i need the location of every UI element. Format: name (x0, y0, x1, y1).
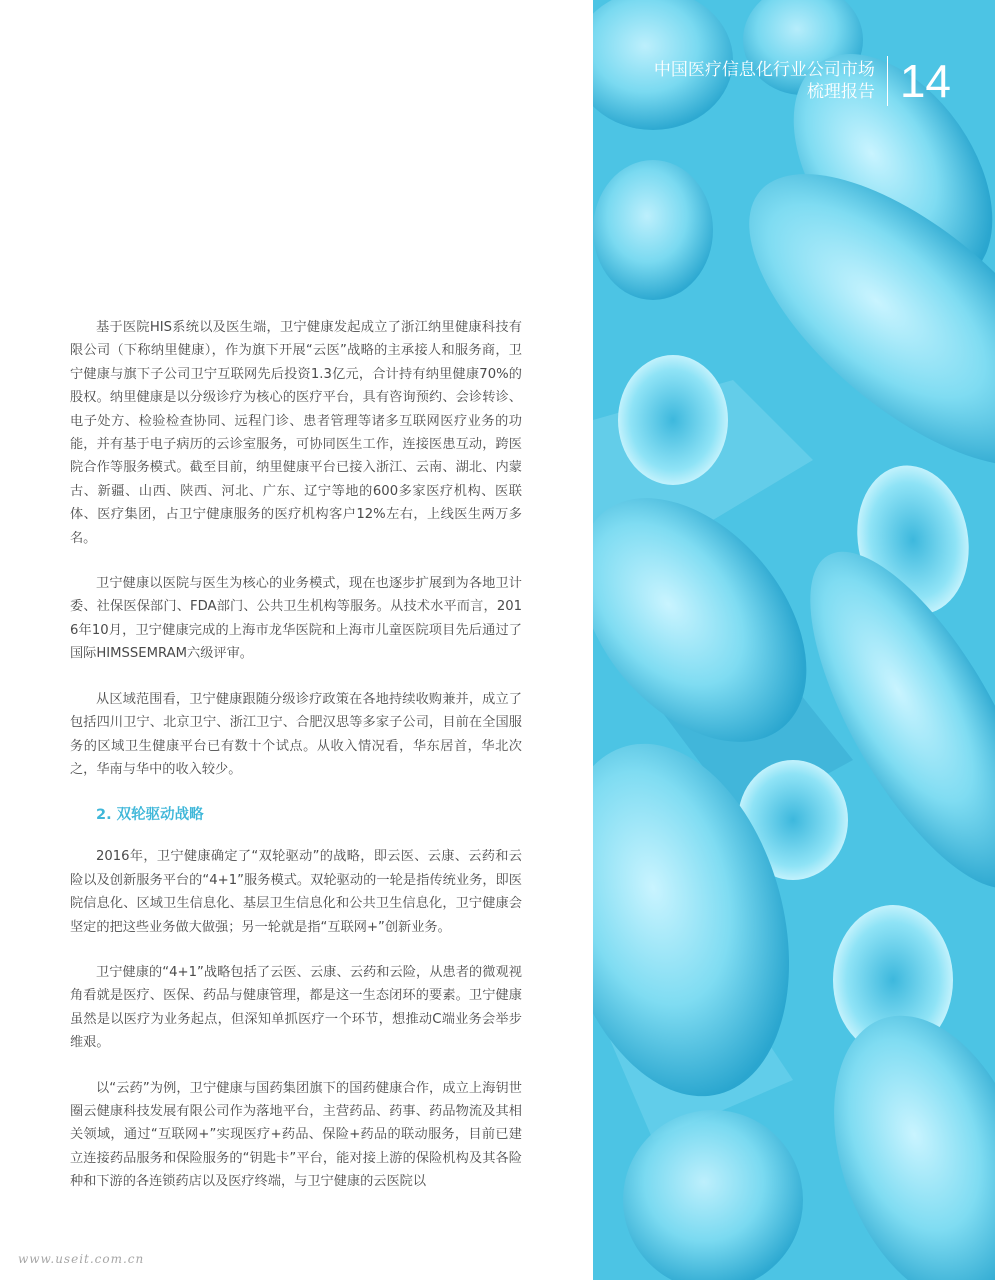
section-heading: 2. 双轮驱动战略 (96, 807, 204, 824)
watermark: www.useit.com.cn (18, 1252, 145, 1266)
header-divider (887, 56, 888, 106)
paragraph-cloud-pharmacy: 以“云药”为例，卫宁健康与国药集团旗下的国药健康合作，成立上海钥世圈云健康科技发展有限公司作为落地平台，主营药品、药事、药品物流及其相关领域，通过“互联网+”实现医疗+药品、保险+药品的联动服务，目前已建立连接药品服务和保险服务的“钥匙卡”平台，能对接上游的保险机构及其各险种和下游的各连锁药店以及医疗终端，与卫宁健康的云医院以 (70, 1080, 522, 1190)
page-number: 14 (899, 55, 951, 107)
article-body (70, 316, 522, 1216)
paragraph-dual-wheel: 2016年，卫宁健康确定了“双轮驱动”的战略，即云医、云康、云药和云险以及创新服务平台的“4+1”服务模式。双轮驱动的一轮是指传统业务，即医院信息化、区域卫生信息化、基层卫生信息化和公共卫生信息化，卫宁健康会坚定的把这些业务做大做强；另一轮就是指“互联网+”创新业务。 (70, 849, 522, 935)
report-title-line1: 中国医疗信息化行业公司市场 (653, 60, 875, 80)
cell-illustration (593, 0, 995, 1280)
page-header (654, 56, 951, 106)
paragraph-nali-health: 基于医院HIS系统以及医生端，卫宁健康发起成立了浙江纳里健康科技有限公司（下称纳里健康），作为旗下开展“云医”战略的主承接人和服务商，卫宁健康与旗下子公司卫宁互联网先后投资1.3亿元，合计持有纳里健康70%的股权。纳里健康是以分级诊疗为核心的医疗平台，具有咨询预约、会诊转诊、电子处方、检验检查协同、远程门诊、患者管理等诸多互联网医疗业务的功能，并有基于电子病历的云诊室服务，可协同医生工作，连接医患互动，跨医院合作等服务模式。截至目前，纳里健康平台已接入浙江、云南、湖北、内蒙古、新疆、山西、陕西、河北、广东、辽宁等地的600多家医疗机构、医联体、医疗集团，占卫宁健康服务的医疗机构客户12%左右，上线医生两万多名。 (70, 320, 522, 546)
report-title-line2: 梳理报告 (806, 82, 875, 102)
paragraph-regional-scope: 从区域范围看，卫宁健康跟随分级诊疗政策在各地持续收购兼并，成立了包括四川卫宁、北京卫宁、浙江卫宁、合肥汉思等多家子公司，目前在全国服务的区域卫生健康平台已有数十个试点。从收入情况看，华东居首，华北次之，华南与华中的收入较少。 (70, 691, 522, 777)
paragraph-4plus1: 卫宁健康的“4+1”战略包括了云医、云康、云药和云险，从患者的微观视角看就是医疗、医保、药品与健康管理，都是这一生态闭环的要素。卫宁健康虽然是以医疗为业务起点，但深知单抓医疗一个环节，想推动C端业务会举步维艰。 (70, 964, 522, 1051)
blood-cells-image (593, 0, 995, 1280)
report-title (654, 59, 875, 103)
paragraph-business-model: 卫宁健康以医院与医生为核心的业务模式，现在也逐步扩展到为各地卫计委、社保医保部门、FDA部门、公共卫生机构等服务。从技术水平而言，2016年10月，卫宁健康完成的上海市龙华医院和上海市儿童医院项目先后通过了国际HIMSSEMRAM六级评审。 (70, 576, 522, 662)
